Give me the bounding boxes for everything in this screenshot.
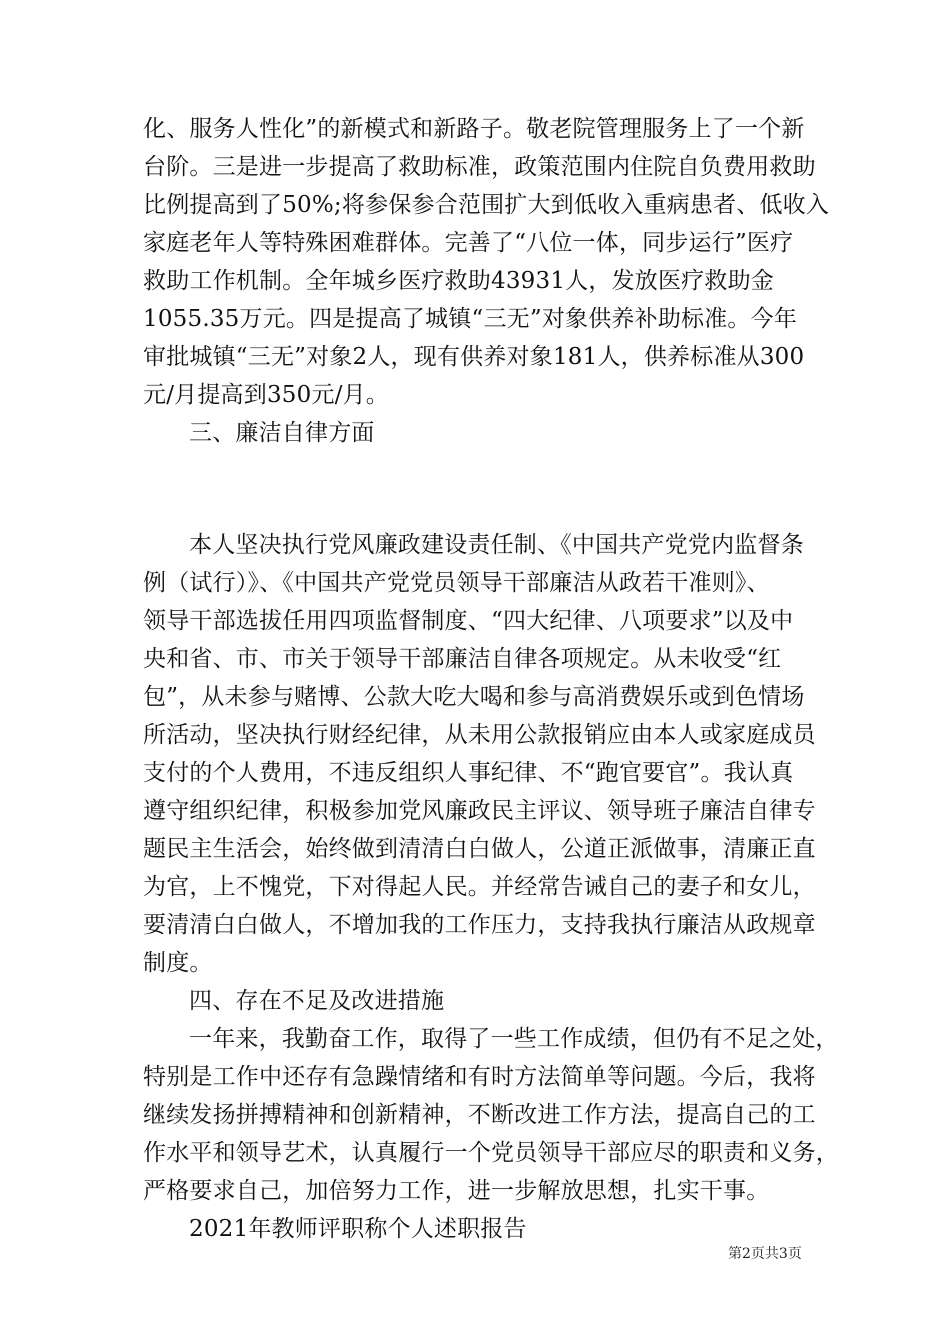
text-line: 包”，从未参与赌博、公款大吃大喝和参与高消费娱乐或到色情场 xyxy=(143,684,805,710)
text-line: 台阶。三是进一步提高了救助标准，政策范围内住院自负费用救助 xyxy=(143,154,816,180)
text-line: 遵守组织纪律，积极参加党风廉政民主评议、领导班子廉洁自律专 xyxy=(143,798,816,824)
text-line: 本人坚决执行党风廉政建设责任制、《中国共产党党内监督条 xyxy=(189,532,804,558)
text-line: 制度。 xyxy=(143,950,213,976)
text-line: 继续发扬拼搏精神和创新精神，不断改进工作方法，提高自己的工 xyxy=(143,1102,816,1128)
section-heading-4: 四、存在不足及改进措施 xyxy=(189,988,445,1014)
text-line: 作水平和领导艺术，认真履行一个党员领导干部应尽的职责和义务， xyxy=(143,1140,839,1166)
text-line: 特别是工作中还存有急躁情绪和有时方法简单等问题。今后，我将 xyxy=(143,1064,816,1090)
text-line: 救助工作机制。全年城乡医疗救助43931人，发放医疗救助金 xyxy=(143,268,774,294)
text-line: 例（试行）》、《中国共产党党员领导干部廉洁从政若干准则》、 xyxy=(143,570,770,596)
page-number: 第2页共3页 xyxy=(728,1246,802,1262)
text-line: 比例提高到了50%;将参保参合范围扩大到低收入重病患者、低收入 xyxy=(143,192,830,218)
text-line: 所活动，坚决执行财经纪律，从未用公款报销应由本人或家庭成员 xyxy=(143,722,816,748)
paragraph-block-3 xyxy=(143,1020,839,1210)
text-line: 元/月提高到350元/月。 xyxy=(143,382,389,408)
paragraph-block-1 xyxy=(143,110,829,414)
next-report-title: 2021年教师评职称个人述职报告 xyxy=(189,1216,527,1242)
text-line: 审批城镇“三无”对象2人，现有供养对象181人，供养标准从300 xyxy=(143,344,805,370)
paragraph-block-2 xyxy=(143,526,829,982)
text-line: 领导干部选拔任用四项监督制度、“四大纪律、八项要求”以及中 xyxy=(143,608,794,634)
text-line: 一年来，我勤奋工作，取得了一些工作成绩，但仍有不足之处， xyxy=(189,1026,839,1052)
text-line: 严格要求自己，加倍努力工作，进一步解放思想，扎实干事。 xyxy=(143,1178,770,1204)
text-line: 1055.35万元。四是提高了城镇“三无”对象供养补助标准。今年 xyxy=(143,306,798,332)
text-line: 为官，上不愧党，下对得起人民。并经常告诫自己的妻子和女儿， xyxy=(143,874,816,900)
text-line: 要清清白白做人，不增加我的工作压力，支持我执行廉洁从政规章 xyxy=(143,912,816,938)
document-body xyxy=(143,110,839,1248)
blank-space xyxy=(143,452,829,526)
text-line: 家庭老年人等特殊困难群体。完善了“八位一体，同步运行”医疗 xyxy=(143,230,794,256)
text-line: 化、服务人性化”的新模式和新路子。敬老院管理服务上了一个新 xyxy=(143,116,805,142)
text-line: 题民主生活会，始终做到清清白白做人，公道正派做事，清廉正直 xyxy=(143,836,816,862)
text-line: 央和省、市、市关于领导干部廉洁自律各项规定。从未收受“红 xyxy=(143,646,782,672)
section-heading-3: 三、廉洁自律方面 xyxy=(189,420,375,446)
text-line: 支付的个人费用，不违反组织人事纪律、不“跑官要官”。我认真 xyxy=(143,760,794,786)
